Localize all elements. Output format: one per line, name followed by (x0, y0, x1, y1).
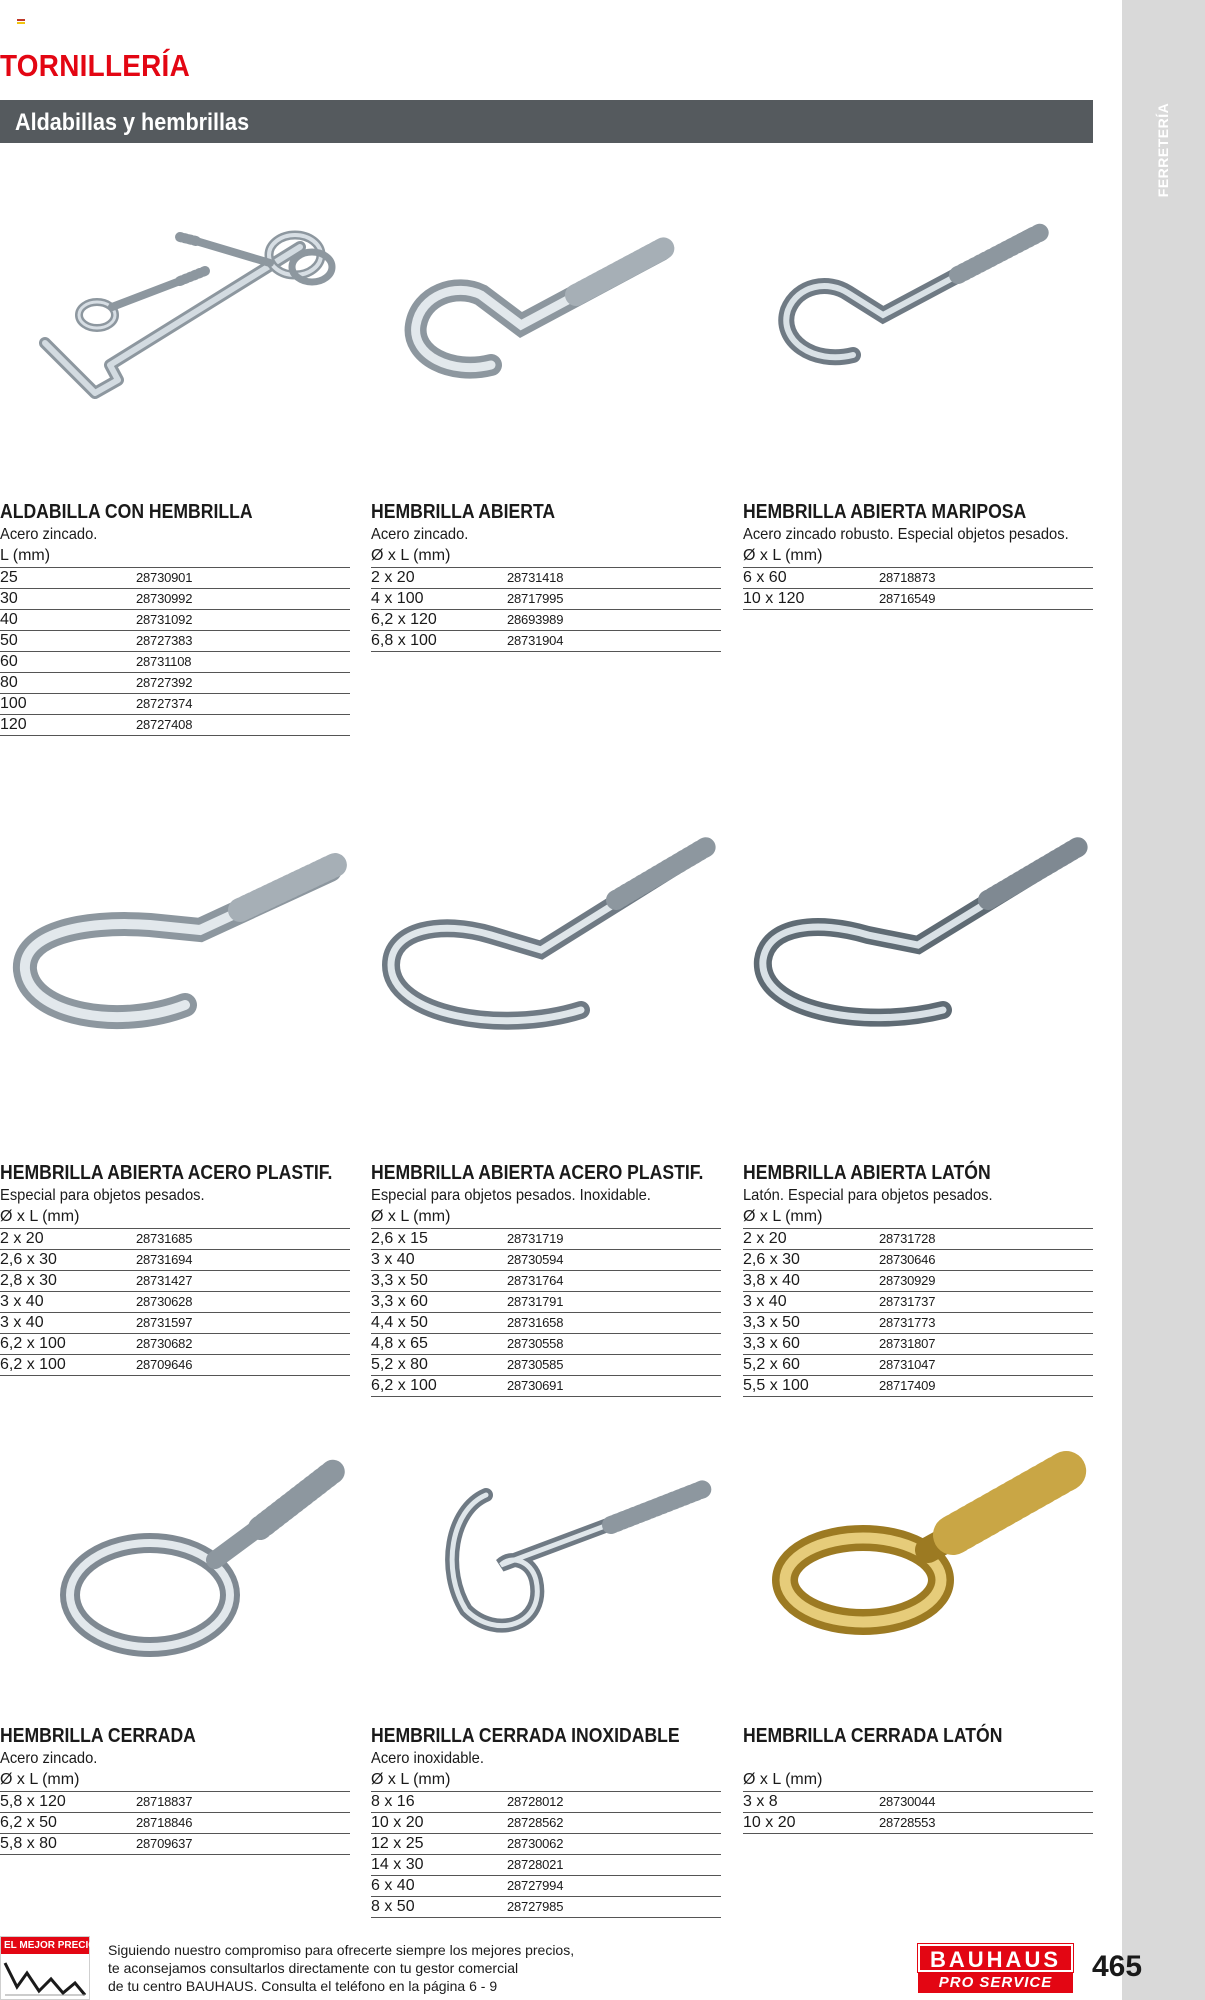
table-row: 2 x 20 28731685 (0, 1229, 350, 1250)
table-row: 3 x 8 28730044 (743, 1792, 1093, 1813)
product-table (743, 1228, 1093, 1397)
table-row: 4,8 x 65 28730558 (371, 1334, 721, 1355)
table-row: 5,2 x 80 28730585 (371, 1355, 721, 1376)
product-name: HEMBRILLA ABIERTA (371, 501, 556, 523)
product-description: Acero zincado. (371, 526, 469, 543)
table-row: 14 x 30 28728021 (371, 1855, 721, 1876)
table-row: 8 x 50 28727985 (371, 1897, 721, 1918)
table-row: 6,2 x 120 28693989 (371, 610, 721, 631)
product-name: HEMBRILLA ABIERTA MARIPOSA (743, 501, 1027, 523)
table-row: 2,6 x 15 28731719 (371, 1229, 721, 1250)
table-row: 3,3 x 50 28731764 (371, 1271, 721, 1292)
table-row: 6,2 x 100 28730682 (0, 1334, 350, 1355)
table-row: 3 x 40 28731737 (743, 1292, 1093, 1313)
table-row: 4,4 x 50 28731658 (371, 1313, 721, 1334)
open-screw-hook-icon (371, 215, 723, 455)
table-row: 2 x 20 28731728 (743, 1229, 1093, 1250)
product-description: Acero zincado. (0, 1750, 98, 1767)
table-row: 3,3 x 60 28731807 (743, 1334, 1093, 1355)
product-table (743, 1791, 1093, 1834)
table-row: 40 28731092 (0, 610, 350, 631)
open-wood-screw-hook-icon (371, 835, 723, 1075)
table-row: 6 x 40 28727994 (371, 1876, 721, 1897)
table-row: 5,5 x 100 28717409 (743, 1376, 1093, 1397)
table-row: 2,8 x 30 28731427 (0, 1271, 350, 1292)
table-row: 10 x 20 28728562 (371, 1813, 721, 1834)
table-row: 30 28730992 (0, 589, 350, 610)
best-price-badge (0, 1936, 97, 2000)
product-description: Especial para objetos pesados. (0, 1187, 205, 1204)
open-wood-screw-hook-icon (743, 215, 1095, 455)
product-name: HEMBRILLA ABIERTA LATÓN (743, 1162, 991, 1184)
table-row: 10 x 20 28728553 (743, 1813, 1093, 1834)
table-row: 60 28731108 (0, 652, 350, 673)
product-description: Acero zincado. (0, 526, 98, 543)
product-table (371, 1228, 721, 1397)
table-row: 5,8 x 80 28709637 (0, 1834, 350, 1855)
table-row: 2,6 x 30 28730646 (743, 1250, 1093, 1271)
table-row: 4 x 100 28717995 (371, 589, 721, 610)
table-row: 120 28727408 (0, 715, 350, 736)
table-row: 3,3 x 60 28731791 (371, 1292, 721, 1313)
product-description: Acero zincado robusto. Especial objetos pesados. (743, 526, 1069, 543)
table-row: 6 x 60 28718873 (743, 568, 1093, 589)
product-description: Acero inoxidable. (371, 1750, 484, 1767)
section-bar (0, 100, 1093, 143)
product-table (0, 1791, 350, 1855)
open-screw-hook-icon (0, 835, 352, 1075)
table-row: 5,8 x 120 28718837 (0, 1792, 350, 1813)
product-unit: Ø x L (mm) (743, 547, 823, 564)
best-price-label: EL MEJOR PRECIO (1, 1937, 89, 1954)
table-row: 12 x 25 28730062 (371, 1834, 721, 1855)
table-row: 2 x 20 28731418 (371, 568, 721, 589)
page-title: TORNILLERÍA (0, 48, 191, 83)
table-row: 5,2 x 60 28731047 (743, 1355, 1093, 1376)
side-tab-label: FERRETERÍA (1155, 102, 1171, 198)
table-row: 3 x 40 28730628 (0, 1292, 350, 1313)
price-trend-icon (3, 1957, 87, 1997)
product-name: HEMBRILLA CERRADA INOXIDABLE (371, 1725, 680, 1747)
pigtail-eye-screw-icon (371, 1440, 723, 1680)
product-unit: L (mm) (0, 547, 51, 564)
product-table (371, 1791, 721, 1918)
table-row: 6,2 x 50 28718846 (0, 1813, 350, 1834)
product-unit: Ø x L (mm) (743, 1208, 823, 1225)
brass-eye-screw-icon (743, 1440, 1095, 1680)
product-unit: Ø x L (mm) (743, 1771, 823, 1788)
product-name: HEMBRILLA CERRADA LATÓN (743, 1725, 1003, 1747)
table-row: 6,2 x 100 28709646 (0, 1355, 350, 1376)
table-row: 3 x 40 28730594 (371, 1250, 721, 1271)
product-table (0, 567, 350, 736)
table-row: 3 x 40 28731597 (0, 1313, 350, 1334)
table-row: 100 28727374 (0, 694, 350, 715)
table-row: 2,6 x 30 28731694 (0, 1250, 350, 1271)
hook-and-eye-latch-icon (0, 215, 352, 455)
product-unit: Ø x L (mm) (371, 1208, 451, 1225)
table-row: 6,2 x 100 28730691 (371, 1376, 721, 1397)
product-description: Latón. Especial para objetos pesados. (743, 1187, 993, 1204)
page-number: 465 (1092, 1950, 1143, 1983)
product-description: Especial para objetos pesados. Inoxidable. (371, 1187, 651, 1204)
table-row: 6,8 x 100 28731904 (371, 631, 721, 652)
product-table (371, 567, 721, 652)
section-title: Aldabillas y hembrillas (15, 109, 250, 136)
product-name: HEMBRILLA ABIERTA ACERO PLASTIF. (0, 1162, 333, 1184)
closed-eye-screw-icon (0, 1440, 352, 1680)
table-row: 3,3 x 50 28731773 (743, 1313, 1093, 1334)
product-name: ALDABILLA CON HEMBRILLA (0, 501, 253, 523)
footer-note: Siguiendo nuestro compromiso para ofrecerte siempre los mejores precios, te aconsejamos consultarlos directamente con tu gestor comercial de tu centro BAUHAUS. Consulta el teléfono en la página 6 - 9 (108, 1942, 575, 1994)
open-wood-screw-hook-icon (743, 835, 1095, 1075)
table-row: 80 28727392 (0, 673, 350, 694)
product-name: HEMBRILLA CERRADA (0, 1725, 196, 1747)
product-name: HEMBRILLA ABIERTA ACERO PLASTIF. (371, 1162, 704, 1184)
table-row: 10 x 120 28716549 (743, 589, 1093, 610)
product-unit: Ø x L (mm) (371, 1771, 451, 1788)
table-row: 25 28730901 (0, 568, 350, 589)
table-row: 8 x 16 28728012 (371, 1792, 721, 1813)
side-tab (1122, 0, 1205, 2000)
product-unit: Ø x L (mm) (371, 547, 451, 564)
table-row: 50 28727383 (0, 631, 350, 652)
product-table (743, 567, 1093, 610)
table-row: 3,8 x 40 28730929 (743, 1271, 1093, 1292)
bauhaus-logo: BAUHAUS PRO SERVICE (918, 1944, 1073, 1994)
product-unit: Ø x L (mm) (0, 1208, 80, 1225)
flag-icon (17, 19, 25, 26)
product-table (0, 1228, 350, 1376)
product-unit: Ø x L (mm) (0, 1771, 80, 1788)
